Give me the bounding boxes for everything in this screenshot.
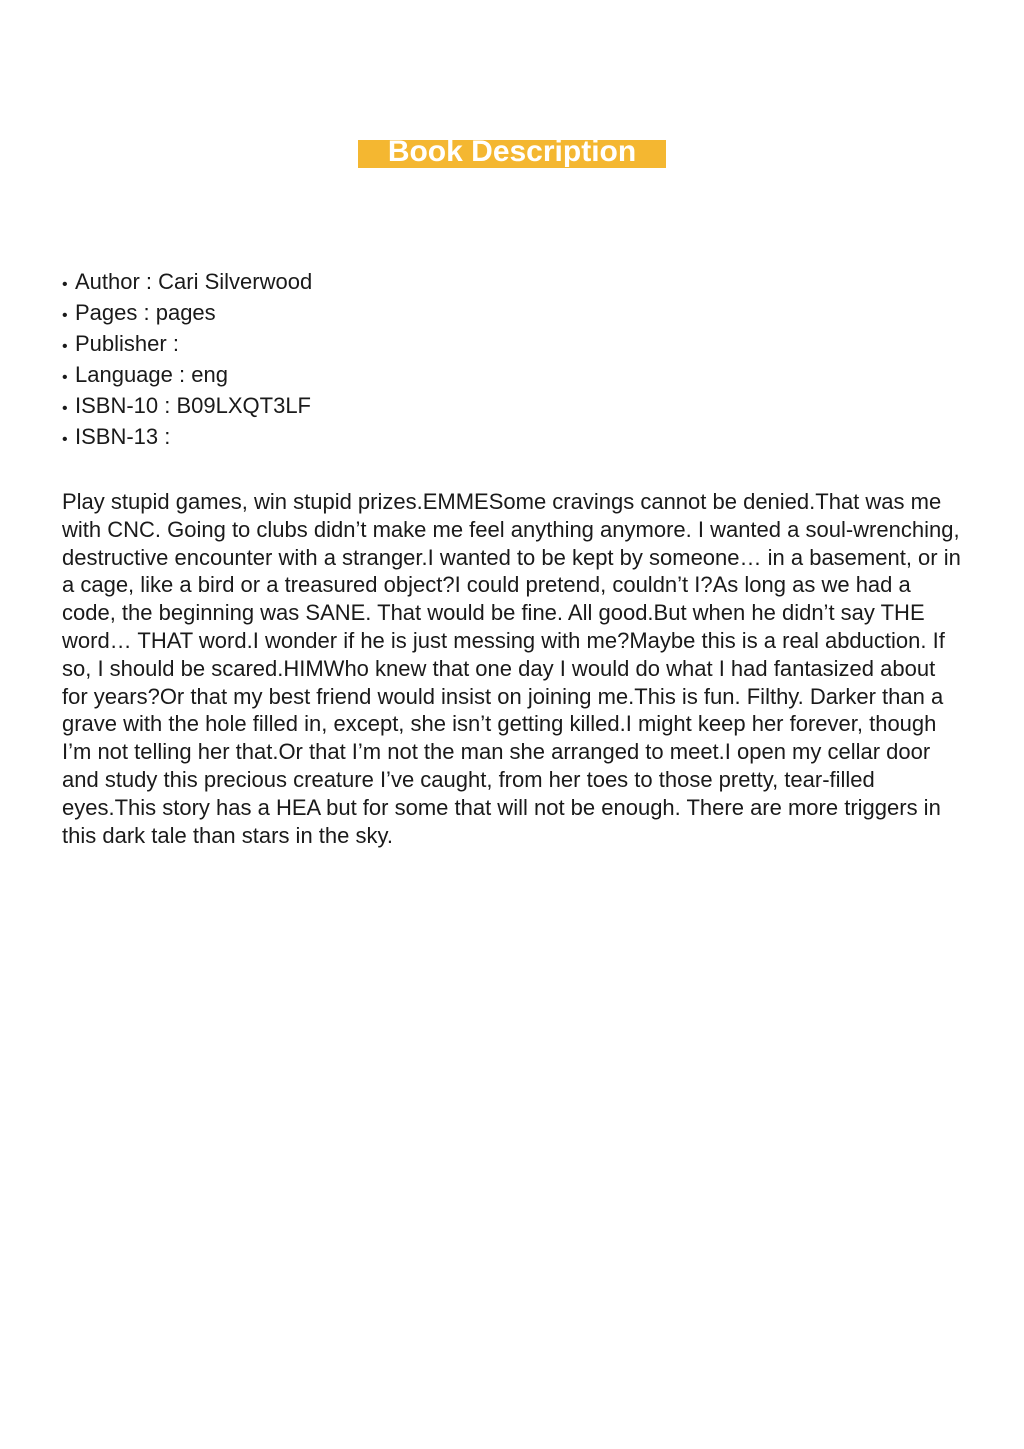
bullet-icon: • [62,369,68,386]
metadata-pages-text: Pages : pages [75,300,216,325]
metadata-author-text: Author : Cari Silverwood [75,269,313,294]
page-title: Book Description [387,135,637,168]
bullet-icon: • [62,400,68,417]
metadata-isbn10-text: ISBN-10 : B09LXQT3LF [75,393,311,418]
metadata-publisher-text: Publisher : [75,331,179,356]
metadata-pages [62,299,312,330]
metadata-author [62,268,312,299]
book-metadata-list [62,268,312,454]
metadata-isbn13 [62,423,312,454]
title-banner [358,135,666,168]
bullet-icon: • [62,276,68,293]
metadata-publisher [62,330,312,361]
bullet-icon: • [62,307,68,324]
bullet-icon: • [62,431,68,448]
bullet-icon: • [62,338,68,355]
metadata-isbn10 [62,392,312,423]
metadata-language [62,361,312,392]
metadata-language-text: Language : eng [75,362,228,387]
book-description-text: Play stupid games, win stupid prizes.EMMESome cravings cannot be denied.That was me with CNC. Going to clubs didn’t make me feel anything anymore. I wanted a soul-wrenching, destructive encounter with a stranger.I wanted to be kept by someone… in a basement, or in a cage, like a bird or a treasured object?I could pretend, couldn’t I?As long as we had a code, the beginning was SANE. That would be fine. All good.But when he didn’t say THE word… THAT word.I wonder if he is just messing with me?Maybe this is a real abduction. If so, I should be scared.HIMWho knew that one day I would do what I had fantasized about for years?Or that my best friend would insist on joining me.This is fun. Filthy. Darker than a grave with the hole filled in, except, she isn’t getting killed.I might keep her forever, though I’m not telling her that.Or that I’m not the man she arranged to meet.I open my cellar door and study this precious creature I’ve caught, from her toes to those pretty, tear-filled eyes.This story has a HEA but for some that will not be enough. There are more triggers in this dark tale than stars in the sky. [62,489,961,848]
metadata-isbn13-text: ISBN-13 : [75,424,171,449]
